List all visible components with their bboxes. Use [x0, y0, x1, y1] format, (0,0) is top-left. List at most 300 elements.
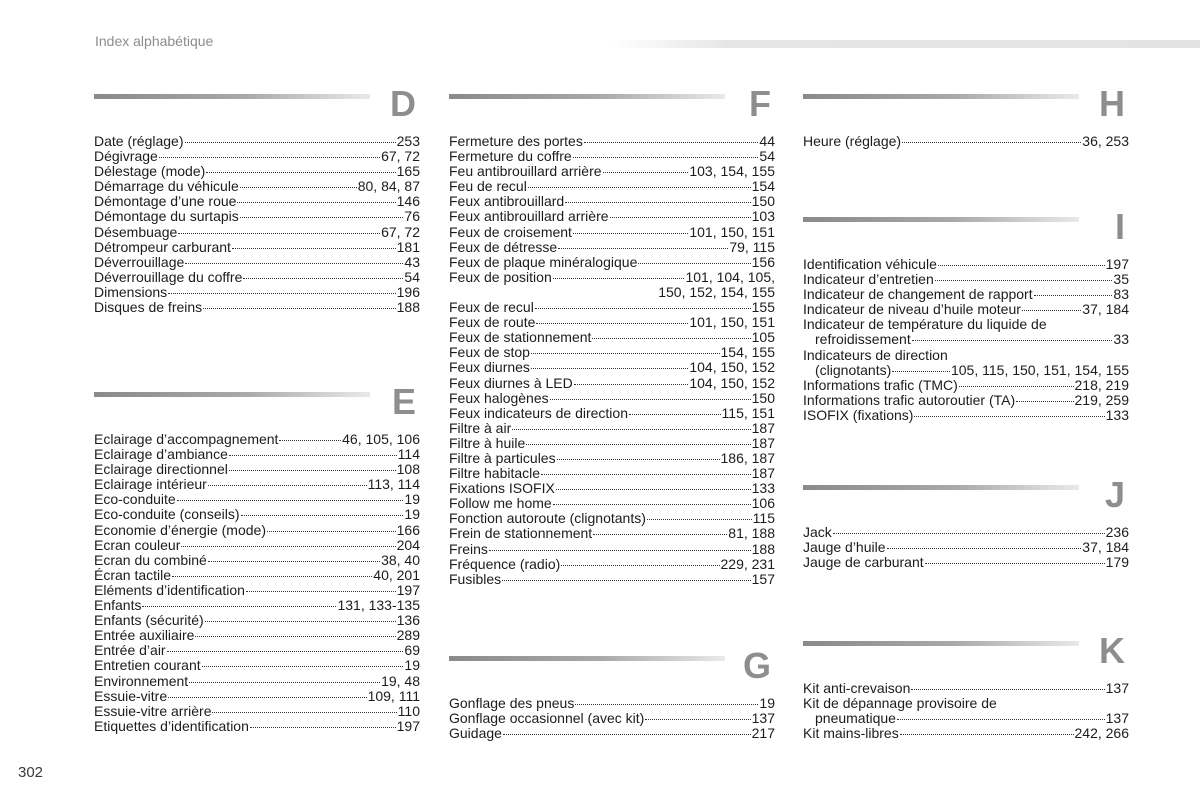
- entry-pages: 166: [396, 521, 420, 538]
- entry-pages: 219, 259: [1074, 391, 1129, 408]
- entry-pages: 154: [751, 178, 775, 195]
- index-entry: [449, 481, 775, 496]
- index-entry: [449, 557, 775, 572]
- entry-term: Feux de route: [449, 314, 536, 331]
- entry-term: Frein de stationnement: [449, 525, 593, 542]
- dot-leader: [938, 265, 1105, 266]
- entry-pages: 133: [1105, 406, 1129, 423]
- entry-term: Filtre à particules: [449, 449, 556, 466]
- entry-pages: 187: [751, 419, 775, 436]
- entry-term: Eco-conduite (conseils): [94, 506, 240, 523]
- entry-term: Feux antibrouillard: [449, 193, 565, 210]
- index-entry: [94, 689, 420, 704]
- entry-term: Détrompeur carburant: [94, 238, 231, 255]
- entry-pages: 236: [1105, 524, 1129, 540]
- entry-pages: 204: [396, 536, 420, 553]
- entry-term: Indicateur de température du liquide de: [803, 316, 1047, 333]
- section-divider-bar: [803, 217, 1079, 222]
- dot-leader: [531, 368, 688, 369]
- entry-term: Démontage du surtapis: [94, 208, 239, 225]
- entry-term: Eclairage d’accompagnement: [94, 431, 279, 447]
- entry-pages: 37, 184: [1082, 539, 1129, 556]
- index-entry: [449, 572, 775, 587]
- dot-leader: [168, 293, 396, 294]
- index-entry: [449, 300, 775, 315]
- index-entry: [94, 209, 420, 224]
- entry-term: Entrée auxiliaire: [94, 627, 195, 644]
- entry-term: Indicateur de changement de rapport: [803, 286, 1033, 303]
- index-entry: [94, 240, 420, 255]
- entry-term: Feux de recul: [449, 299, 534, 316]
- entry-term: Etiquettes d’identification: [94, 717, 249, 734]
- section-letter: J: [1104, 474, 1125, 515]
- entry-pages: 197: [396, 717, 420, 734]
- dot-leader: [561, 565, 719, 566]
- section-d: [94, 83, 420, 316]
- index-entry: [803, 348, 1129, 363]
- index-entry: [94, 613, 420, 628]
- entry-pages: 101, 150, 151: [689, 314, 775, 331]
- index-entry: [449, 451, 775, 466]
- index-entry: [803, 134, 1129, 149]
- entry-pages: 137: [751, 710, 775, 727]
- index-entry: [94, 538, 420, 553]
- entry-pages: 67, 72: [381, 223, 420, 240]
- index-entry: [803, 363, 1129, 378]
- index-entry: [94, 643, 420, 658]
- section-divider-bar: [94, 392, 370, 397]
- page-number: 302: [18, 764, 44, 781]
- index-entry: [803, 287, 1129, 302]
- index-entry: [449, 209, 775, 224]
- entry-term: Fréquence (radio): [449, 555, 561, 572]
- dot-leader: [1016, 401, 1073, 402]
- dot-leader: [638, 263, 750, 264]
- entry-list: [94, 432, 420, 734]
- entry-term: Feux de stop: [449, 344, 530, 361]
- index-entry: [449, 511, 775, 526]
- entry-pages: 19: [759, 695, 775, 711]
- index-entry: [803, 393, 1129, 408]
- entry-pages: 54: [759, 148, 775, 165]
- index-entry: [449, 149, 775, 164]
- entry-term: Feux de stationnement: [449, 329, 592, 346]
- entry-term: Eclairage d’ambiance: [94, 446, 228, 463]
- entry-term: Eclairage directionnel: [94, 461, 228, 478]
- dot-leader: [593, 534, 727, 535]
- dot-leader: [229, 455, 397, 456]
- entry-pages: 114: [397, 446, 420, 463]
- index-entry: [94, 704, 420, 719]
- entry-pages: 109, 111: [367, 687, 420, 704]
- entry-pages: 43: [404, 253, 420, 270]
- entry-pages: 67, 72: [381, 148, 420, 165]
- dot-leader: [489, 550, 751, 551]
- entry-term: Heure (réglage): [803, 133, 902, 149]
- page-header-title: Index alphabétique: [95, 33, 214, 49]
- section-letter: I: [1114, 206, 1125, 247]
- entry-pages: 40, 201: [373, 566, 420, 583]
- index-entry: [803, 555, 1129, 570]
- dot-leader: [243, 278, 403, 279]
- entry-term: Fermeture des portes: [449, 133, 583, 149]
- entry-term: pneumatique: [815, 710, 896, 727]
- dot-leader: [203, 308, 395, 309]
- index-entry: [449, 436, 775, 451]
- index-entry: [94, 583, 420, 598]
- section-divider-bar: [803, 485, 1079, 490]
- entry-pages: 188: [396, 299, 420, 316]
- dot-leader: [208, 485, 367, 486]
- dot-leader: [541, 474, 751, 475]
- entry-term: Feux de détresse: [449, 238, 558, 255]
- entry-pages: 131, 133-135: [337, 597, 420, 614]
- entry-pages: 69: [404, 642, 420, 659]
- index-entry: [803, 525, 1129, 540]
- entry-pages: 229, 231: [720, 555, 775, 572]
- entry-pages: 186, 187: [720, 449, 775, 466]
- dot-leader: [181, 546, 395, 547]
- entry-pages: 37, 184: [1082, 301, 1129, 318]
- section-i: [803, 206, 1129, 423]
- entry-term: Feux indicateurs de direction: [449, 404, 628, 421]
- section-f: [449, 83, 775, 587]
- dot-leader: [647, 519, 752, 520]
- section-letter: F: [749, 83, 771, 124]
- dot-leader: [232, 248, 396, 249]
- index-entry: [94, 149, 420, 164]
- entry-pages: 181: [396, 238, 420, 255]
- dot-leader: [573, 233, 688, 234]
- entry-term: Guidage: [449, 725, 502, 742]
- index-entry: [94, 523, 420, 538]
- index-entry: [94, 477, 420, 492]
- dot-leader: [892, 371, 950, 372]
- dot-leader: [237, 202, 395, 203]
- entry-pages: 217: [751, 725, 775, 742]
- dot-leader: [645, 719, 750, 720]
- dot-leader: [1034, 295, 1113, 296]
- index-entry: [94, 285, 420, 300]
- index-entry: [94, 270, 420, 285]
- entry-term: Eclairage intérieur: [94, 476, 207, 493]
- dot-leader: [925, 563, 1105, 564]
- entry-list: [803, 681, 1129, 741]
- dot-leader: [584, 142, 759, 143]
- entry-term: Écran tactile: [94, 566, 172, 583]
- index-entry: [803, 711, 1129, 726]
- dot-leader: [142, 606, 336, 607]
- dot-leader: [267, 531, 396, 532]
- entry-term: ISOFIX (fixations): [803, 406, 914, 423]
- entry-pages: 19: [404, 506, 420, 523]
- dot-leader: [195, 636, 395, 637]
- index-entry: [449, 360, 775, 375]
- index-entry: [94, 598, 420, 613]
- entry-term: Kit de dépannage provisoire de: [803, 695, 997, 712]
- entry-term: Informations trafic (TMC): [803, 376, 958, 393]
- entry-list: [803, 525, 1129, 570]
- index-entry: [94, 719, 420, 734]
- entry-pages: 103: [751, 208, 775, 225]
- dot-leader: [575, 704, 758, 705]
- entry-pages: 154, 155: [720, 344, 775, 361]
- entry-pages: 108: [396, 461, 420, 478]
- dot-leader: [205, 621, 396, 622]
- index-entry: [94, 674, 420, 689]
- entry-pages: 35: [1113, 271, 1129, 288]
- dot-leader: [185, 142, 396, 143]
- entry-term: (clignotants): [815, 361, 892, 378]
- index-entry: [94, 225, 420, 240]
- index-entry: [94, 179, 420, 194]
- section-divider-bar: [94, 94, 370, 99]
- entry-term: Gonflage occasionnel (avec kit): [449, 710, 645, 727]
- entry-pages: 289: [396, 627, 420, 644]
- entry-pages: 133: [751, 480, 775, 497]
- entry-list: [449, 696, 775, 741]
- entry-term: Déverrouillage du coffre: [94, 268, 243, 285]
- dot-leader: [911, 689, 1104, 690]
- entry-pages: 150, 152, 154, 155: [658, 283, 775, 300]
- index-entry: [94, 447, 420, 462]
- index-entry: [449, 255, 775, 270]
- entry-term: Enfants (sécurité): [94, 612, 204, 629]
- index-entry: [449, 315, 775, 330]
- entry-term: Filtre à air: [449, 419, 512, 436]
- entry-pages: 81, 188: [728, 525, 775, 542]
- entry-pages: 80, 84, 87: [357, 178, 420, 195]
- entry-term: Déverrouillage: [94, 253, 185, 270]
- dot-leader: [177, 500, 404, 501]
- entry-term: Démarrage du véhicule: [94, 178, 239, 195]
- index-entry: [94, 507, 420, 522]
- entry-term: Feux diurnes à LED: [449, 374, 573, 391]
- entry-term: Feux diurnes: [449, 359, 530, 376]
- entry-pages: 137: [1105, 710, 1129, 727]
- index-entry: [449, 225, 775, 240]
- dot-leader: [512, 429, 750, 430]
- dot-leader: [935, 280, 1113, 281]
- entry-term: Feu de recul: [449, 178, 527, 195]
- entry-term: Fusibles: [449, 570, 502, 587]
- entry-term: Démontage d’une roue: [94, 193, 237, 210]
- entry-pages: 156: [751, 253, 775, 270]
- entry-term: Jack: [803, 524, 832, 540]
- index-entry: [94, 553, 420, 568]
- dot-leader: [241, 515, 404, 516]
- entry-term: Ecran du combiné: [94, 551, 207, 568]
- entry-term: Economie d’énergie (mode): [94, 521, 266, 538]
- index-entry: [803, 408, 1129, 423]
- entry-term: Essuie-vitre: [94, 687, 168, 704]
- dot-leader: [167, 651, 404, 652]
- index-entry: [449, 164, 775, 179]
- dot-leader: [229, 470, 396, 471]
- index-entry: [803, 332, 1129, 347]
- entry-term: Eco-conduite: [94, 491, 176, 508]
- entry-term: Dégivrage: [94, 148, 158, 165]
- dot-leader: [900, 734, 1074, 735]
- entry-pages: 157: [751, 570, 775, 587]
- index-entry: [449, 696, 775, 711]
- index-entry: [803, 696, 1129, 711]
- dot-leader: [168, 697, 366, 698]
- dot-leader: [250, 727, 396, 728]
- index-entry: [449, 466, 775, 481]
- entry-list: [449, 134, 775, 587]
- entry-pages: 46, 105, 106: [342, 431, 420, 447]
- entry-pages: 187: [751, 465, 775, 482]
- entry-term: Jauge d’huile: [803, 539, 886, 556]
- entry-term: Freins: [449, 540, 488, 557]
- section-divider-bar: [803, 94, 1079, 99]
- entry-term: Entrée d’air: [94, 642, 166, 659]
- dot-leader: [553, 278, 685, 279]
- entry-pages: 54: [404, 268, 420, 285]
- section-k: [803, 630, 1129, 742]
- dot-leader: [531, 353, 720, 354]
- dot-leader: [206, 172, 395, 173]
- entry-pages: 76: [404, 208, 420, 225]
- entry-pages: 104, 150, 152: [689, 359, 775, 376]
- dot-leader: [573, 157, 759, 158]
- dot-leader: [610, 217, 751, 218]
- entry-pages: 113, 114: [367, 476, 420, 493]
- index-entry: [94, 432, 420, 447]
- entry-pages: 242, 266: [1074, 725, 1129, 742]
- dot-leader: [912, 340, 1113, 341]
- entry-pages: 33: [1113, 331, 1129, 348]
- entry-term: Fermeture du coffre: [449, 148, 572, 165]
- entry-pages: 187: [751, 434, 775, 451]
- dot-leader: [502, 580, 751, 581]
- entry-term: Kit mains-libres: [803, 725, 899, 742]
- section-letter: E: [391, 381, 416, 422]
- entry-pages: 36, 253: [1082, 133, 1129, 149]
- dot-leader: [550, 399, 751, 400]
- section-h: [803, 83, 1129, 149]
- dot-leader: [897, 719, 1105, 720]
- entry-pages: 115: [752, 510, 775, 527]
- entry-pages: 165: [396, 163, 420, 180]
- entry-term: Feux halogènes: [449, 389, 549, 406]
- entry-term: Environnement: [94, 672, 189, 689]
- entry-term: Date (réglage): [94, 133, 184, 149]
- dot-leader: [902, 142, 1081, 143]
- entry-pages: 218, 219: [1074, 376, 1129, 393]
- index-entry: [449, 179, 775, 194]
- index-entry: [803, 378, 1129, 393]
- entry-term: Disques de freins: [94, 299, 203, 316]
- entry-term: Informations trafic autoroutier (TA): [803, 391, 1016, 408]
- entry-term: Fonction autoroute (clignotants): [449, 510, 646, 527]
- entry-pages: 105, 115, 150, 151, 154, 155: [950, 361, 1129, 378]
- index-entry: [449, 376, 775, 391]
- dot-leader: [240, 187, 357, 188]
- dot-leader: [159, 157, 380, 158]
- dot-leader: [1022, 310, 1081, 311]
- dot-leader: [189, 682, 380, 683]
- entry-term: Indicateurs de direction: [803, 346, 948, 363]
- index-entry: [449, 270, 775, 285]
- section-divider-bar: [803, 641, 1079, 646]
- index-entry: [94, 255, 420, 270]
- entry-term: Désembuage: [94, 223, 178, 240]
- index-entry: [449, 406, 775, 421]
- entry-term: Dimensions: [94, 283, 168, 300]
- index-entry: [94, 194, 420, 209]
- entry-term: Fixations ISOFIX: [449, 480, 555, 497]
- dot-leader: [574, 384, 689, 385]
- entry-pages: 19, 48: [381, 672, 420, 689]
- entry-pages: 19: [404, 657, 420, 674]
- index-entry: [94, 134, 420, 149]
- entry-pages: 137: [1105, 680, 1129, 696]
- dot-leader: [526, 444, 750, 445]
- entry-term: Identification véhicule: [803, 256, 937, 272]
- index-entry: [449, 134, 775, 149]
- dot-leader: [553, 504, 751, 505]
- dot-leader: [246, 591, 396, 592]
- section-letter: K: [1099, 630, 1125, 671]
- index-entry: [449, 330, 775, 345]
- entry-pages: 106: [751, 495, 775, 512]
- entry-term: Kit anti-crevaison: [803, 680, 911, 696]
- entry-term: Essuie-vitre arrière: [94, 702, 212, 719]
- entry-pages: 197: [1105, 256, 1129, 272]
- entry-term: Filtre à huile: [449, 434, 526, 451]
- index-entry: [803, 302, 1129, 317]
- entry-pages: 101, 104, 105,: [685, 268, 775, 285]
- index-entry: [449, 711, 775, 726]
- entry-term: Ecran couleur: [94, 536, 181, 553]
- entry-pages: 150: [751, 193, 775, 210]
- header-rule: [610, 40, 1200, 48]
- dot-leader: [556, 489, 751, 490]
- entry-pages: 44: [759, 133, 775, 149]
- entry-pages: 196: [396, 283, 420, 300]
- index-entry: [803, 317, 1129, 332]
- section-letter: G: [742, 645, 771, 686]
- entry-term: Feux antibrouillard arrière: [449, 208, 609, 225]
- entry-term: Entretien courant: [94, 657, 201, 674]
- dot-leader: [959, 386, 1074, 387]
- index-entry: [803, 272, 1129, 287]
- dot-leader: [202, 666, 404, 667]
- index-entry: [94, 462, 420, 477]
- dot-leader: [279, 440, 341, 441]
- entry-pages: 115, 151: [721, 404, 775, 421]
- index-entry: [449, 345, 775, 360]
- entry-pages: 38, 40: [381, 551, 420, 568]
- section-e: [94, 381, 420, 734]
- entry-pages: 253: [396, 133, 420, 149]
- dot-leader: [603, 172, 689, 173]
- index-entry: [94, 492, 420, 507]
- entry-pages: 155: [751, 299, 775, 316]
- index-entry: [94, 300, 420, 315]
- index-entry: [449, 194, 775, 209]
- section-letter: H: [1099, 83, 1125, 124]
- index-entry: [94, 658, 420, 673]
- entry-pages: 83: [1113, 286, 1129, 303]
- entry-pages: 136: [396, 612, 420, 629]
- entry-pages: 179: [1105, 554, 1129, 571]
- index-entry: [94, 628, 420, 643]
- entry-pages: 19: [404, 491, 420, 508]
- dot-leader: [558, 248, 728, 249]
